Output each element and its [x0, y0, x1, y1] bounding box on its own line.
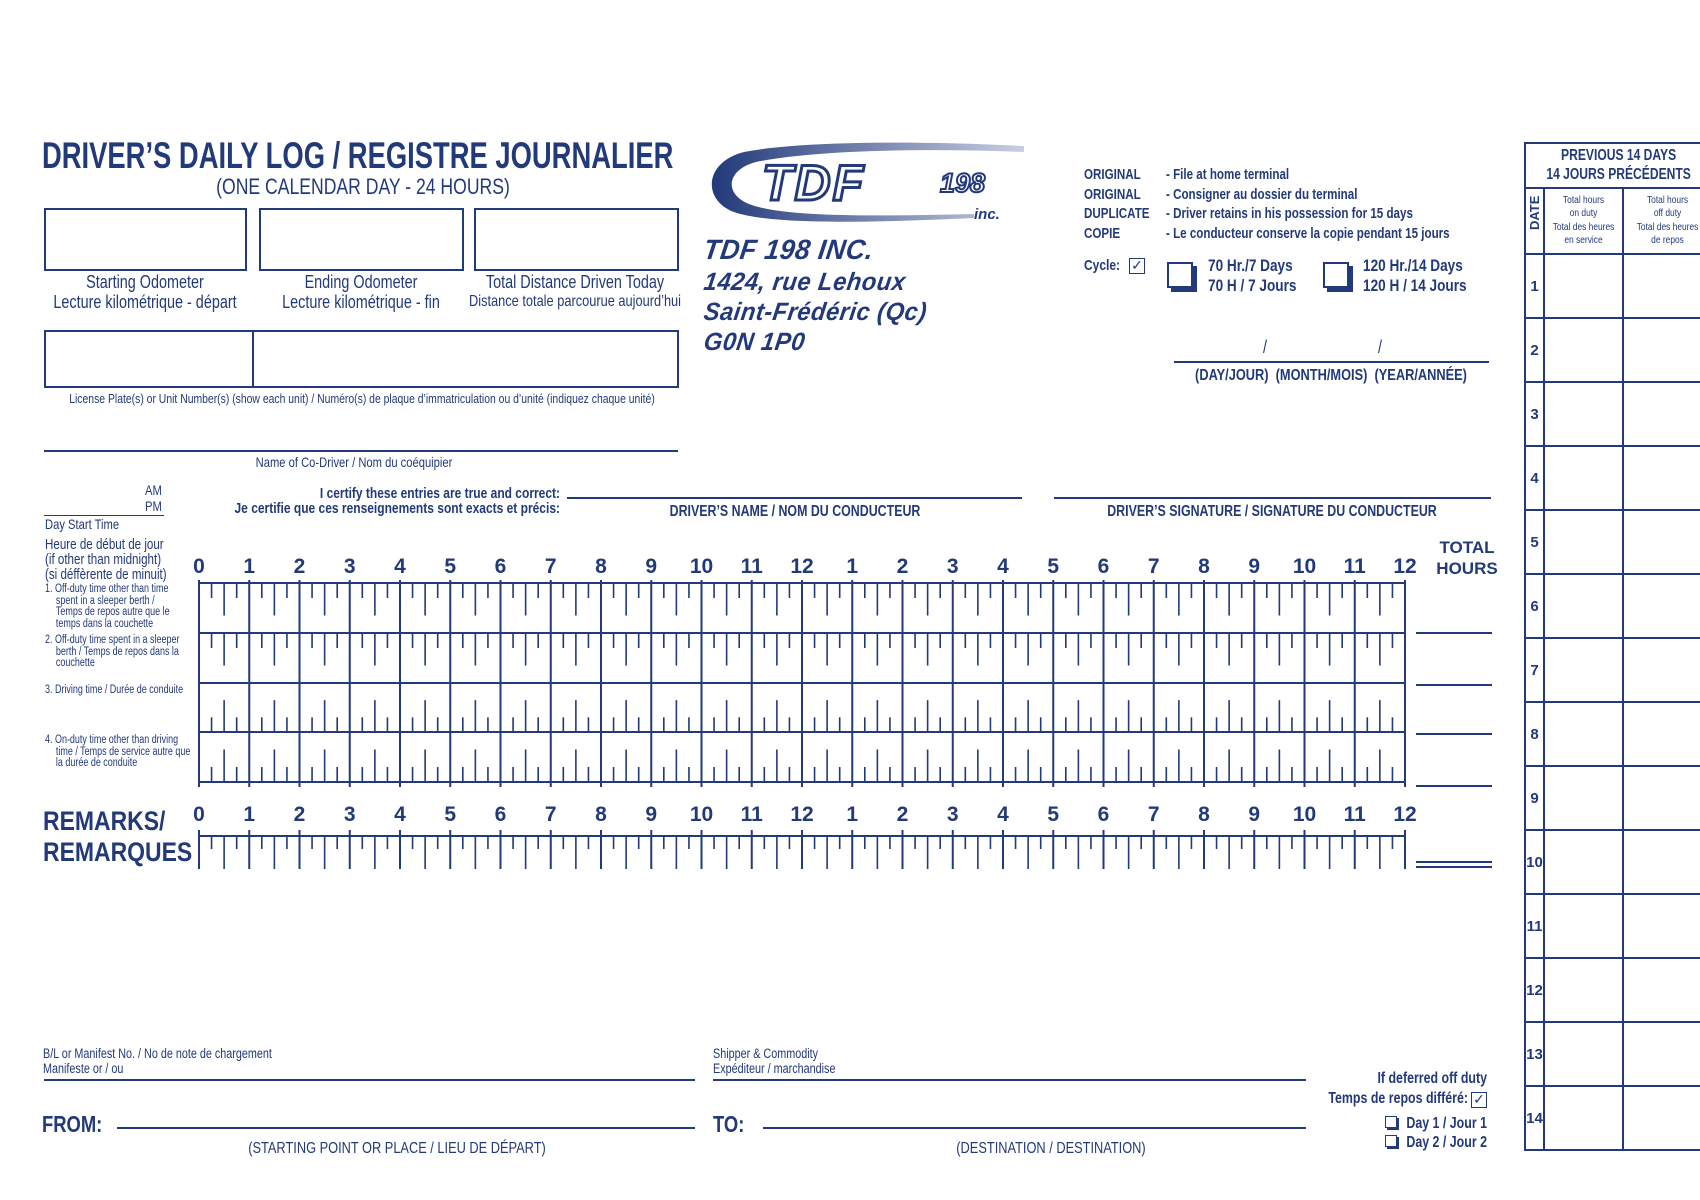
off-duty-hours-cell[interactable] [1623, 830, 1700, 894]
on-duty-hours-cell[interactable] [1544, 254, 1623, 318]
label-line: Manifeste or / ou [43, 1060, 124, 1076]
off-duty-hours-cell[interactable] [1623, 254, 1700, 318]
driver-name-label: DRIVER’S NAME / NOM DU CONDUCTEUR [669, 503, 921, 520]
hour-label: 4 [997, 555, 1009, 578]
remarks-hour-label: 11 [740, 803, 763, 826]
label-line: la durée de conduite [55, 757, 138, 769]
off-duty-hours-cell[interactable] [1623, 702, 1700, 766]
label-line: Expéditeur / marchandise [713, 1060, 836, 1076]
remarks-hour-label: 10 [689, 803, 714, 826]
label-fr: Distance totale parcourue aujourd’hui [468, 292, 682, 310]
copy-description: - Le conducteur conserve la copie pendant 15 jours [1166, 225, 1450, 242]
am-label: AM [145, 482, 162, 498]
off-duty-hours-cell[interactable] [1623, 894, 1700, 958]
off-duty-hours-cell[interactable] [1623, 318, 1700, 382]
copy-description: - File at home terminal [1166, 167, 1290, 183]
hour-label: 6 [494, 555, 507, 578]
previous-day-row [1525, 830, 1700, 894]
day-number: 9 [1525, 766, 1544, 830]
label-en: Ending Odometer [304, 272, 418, 292]
to-label: TO: [713, 1111, 745, 1137]
remarks-heading [43, 806, 192, 868]
day-number: 11 [1525, 894, 1544, 958]
duty-status-label [45, 735, 190, 770]
label-fr: Lecture kilométrique - départ [53, 291, 237, 312]
hour-label: 8 [595, 555, 607, 578]
day2-checkbox[interactable] [1385, 1135, 1397, 1147]
hour-label: 8 [1198, 555, 1210, 578]
hour-label: 11 [740, 555, 763, 578]
remarks-hour-label: 5 [444, 803, 457, 826]
hour-label: 1 [846, 555, 859, 578]
previous-day-row [1525, 638, 1700, 702]
label-fr: 120 H / 14 Jours [1363, 275, 1467, 295]
label-line: Total des heures [1636, 220, 1699, 233]
remarks-hour-label: 3 [343, 803, 356, 826]
label-line: off duty [1653, 207, 1682, 220]
previous-day-row [1525, 1086, 1700, 1150]
remarks-hour-label: 2 [293, 803, 306, 826]
previous-day-row [1525, 1022, 1700, 1086]
hour-label: 5 [1047, 555, 1060, 578]
day-number: 2 [1525, 318, 1544, 382]
label-line: couchette [55, 657, 95, 669]
remarks-hour-label: 0 [193, 803, 205, 826]
label-line: spent in a sleeper berth / [55, 594, 155, 607]
remarks-hour-label: 9 [1248, 803, 1261, 826]
co-driver-label: Name of Co-Driver / Nom du coéquipier [255, 454, 453, 470]
remarks-hour-label: 1 [846, 803, 859, 826]
label-line: (if other than midnight) [45, 552, 162, 569]
label-fr: 70 H / 7 Jours [1208, 275, 1297, 295]
shipper-label [713, 1047, 835, 1077]
copy-type: ORIGINAL [1084, 167, 1141, 183]
on-duty-hours-cell[interactable] [1544, 446, 1623, 510]
to-sublabel: (DESTINATION / DESTINATION) [956, 1140, 1146, 1157]
page-subtitle: (ONE CALENDAR DAY - 24 HOURS) [216, 174, 510, 199]
svg-text:TDF: TDF [762, 155, 866, 211]
on-duty-hours-cell[interactable] [1544, 382, 1623, 446]
day-number: 6 [1525, 574, 1544, 638]
label-line: PREVIOUS 14 DAYS [1561, 146, 1677, 164]
on-duty-hours-cell[interactable] [1544, 702, 1623, 766]
hour-label: 6 [1097, 555, 1110, 578]
page-title: DRIVER’S DAILY LOG / REGISTRE JOURNALIER [42, 135, 674, 176]
day-number: 14 [1525, 1086, 1544, 1150]
on-duty-header [1544, 188, 1623, 254]
label-en: Total Distance Driven Today [485, 272, 665, 292]
bl-field[interactable] [44, 1079, 695, 1081]
hour-label: 2 [896, 555, 909, 578]
to-field[interactable] [763, 1127, 1306, 1129]
day-number: 3 [1525, 382, 1544, 446]
label-en: 120 Hr./14 Days [1363, 256, 1463, 275]
deferred-checkbox[interactable]: ✓ [1471, 1092, 1487, 1108]
from-sublabel: (STARTING POINT OR PLACE / LIEU DE DÉPART) [248, 1140, 546, 1157]
hour-label: 11 [1343, 555, 1366, 578]
off-duty-hours-cell[interactable] [1623, 1086, 1700, 1150]
deferred-label-en: If deferred off duty [1377, 1070, 1487, 1087]
from-field[interactable] [117, 1127, 695, 1129]
label-line: (si déffèrente de minuit) [45, 567, 167, 584]
remarks-hour-label: 12 [1393, 803, 1417, 826]
shipper-field[interactable] [713, 1079, 1306, 1081]
on-duty-hours-cell[interactable] [1544, 1086, 1623, 1150]
on-duty-hours-cell[interactable] [1544, 830, 1623, 894]
label-line: berth / Temps de repos dans la [55, 645, 179, 658]
remarks-hour-label: 7 [1147, 803, 1160, 826]
copy-type: DUPLICATE [1084, 206, 1150, 222]
on-duty-hours-cell[interactable] [1544, 958, 1623, 1022]
label: DATE [1527, 195, 1542, 230]
day2-label: Day 2 / Jour 2 [1406, 1134, 1487, 1151]
remarks-hour-label: 10 [1292, 803, 1317, 826]
label-en: Starting Odometer [86, 272, 204, 292]
day-number: 7 [1525, 638, 1544, 702]
label-line: on duty [1569, 207, 1598, 220]
remarks-hour-label: 12 [790, 803, 814, 826]
deferred-label-fr: Temps de repos différé: [1328, 1090, 1468, 1107]
off-duty-hours-cell[interactable] [1623, 638, 1700, 702]
on-duty-hours-cell[interactable] [1544, 1022, 1623, 1086]
hour-label: 10 [1292, 555, 1317, 578]
remarks-hour-label: 4 [997, 803, 1009, 826]
hour-label: 3 [946, 555, 959, 578]
label-line: B/L or Manifest No. / No de note de chargement [43, 1046, 272, 1061]
day-number: 5 [1525, 510, 1544, 574]
pm-label: PM [145, 498, 162, 514]
hour-label: 1 [243, 555, 256, 578]
remarks-hour-label: 8 [1198, 803, 1210, 826]
remarks-hour-label: 5 [1047, 803, 1060, 826]
off-duty-hours-cell[interactable] [1623, 574, 1700, 638]
label-line: TOTAL [1439, 538, 1495, 557]
label-line: REMARQUES [43, 837, 193, 868]
label-en: 70 Hr./7 Days [1208, 256, 1293, 275]
label-line: Total des heures [1552, 220, 1615, 233]
label-line: 14 JOURS PRÉCÉDENTS [1546, 165, 1691, 183]
date-slash: / [1377, 337, 1383, 357]
label-fr: Lecture kilométrique - fin [282, 291, 440, 312]
copy-description: - Consigner au dossier du terminal [1166, 186, 1358, 203]
on-duty-hours-cell[interactable] [1544, 510, 1623, 574]
label-line: Heure de début de jour [45, 537, 164, 553]
remarks-hour-label: 9 [645, 803, 658, 826]
day-start-label: Day Start Time [45, 516, 120, 532]
previous-day-row [1525, 382, 1700, 446]
hour-label: 3 [343, 555, 356, 578]
previous-day-row [1525, 254, 1700, 318]
remarks-hour-label: 6 [1097, 803, 1110, 826]
label-line: 2. Off-duty time spent in a sleeper [45, 634, 180, 646]
previous-title [1525, 143, 1700, 188]
day-number: 12 [1525, 958, 1544, 1022]
hour-label: 12 [790, 555, 814, 578]
remarks-hour-label: 2 [896, 803, 909, 826]
label-line: 1. Off-duty time other than time [45, 583, 169, 595]
hour-label: 4 [394, 555, 406, 578]
remarks-hour-label: 6 [494, 803, 507, 826]
day-number: 10 [1525, 830, 1544, 894]
on-duty-hours-cell[interactable] [1544, 638, 1623, 702]
duty-status-label [45, 584, 170, 630]
off-duty-hours-cell[interactable] [1623, 446, 1700, 510]
hour-label: 12 [1393, 555, 1417, 578]
previous-day-row [1525, 958, 1700, 1022]
off-duty-hours-cell[interactable] [1623, 510, 1700, 574]
bl-label [43, 1047, 272, 1077]
day-number: 13 [1525, 1022, 1544, 1086]
hour-label: 2 [293, 555, 306, 578]
previous-day-row [1525, 510, 1700, 574]
label-line: en service [1564, 233, 1603, 246]
remarks-hour-label: 1 [243, 803, 256, 826]
cycle-checkbox[interactable]: ✓ [1129, 258, 1145, 274]
previous-14-days-table [1524, 142, 1700, 1151]
label-line: 4. On-duty time other than driving [45, 734, 179, 746]
hour-label: 9 [1248, 555, 1261, 578]
day-number: 4 [1525, 446, 1544, 510]
duty-status-label [45, 685, 183, 697]
remarks-hour-label: 3 [946, 803, 959, 826]
label-line: REMARKS/ [43, 806, 166, 836]
label-line: Temps de repos autre que le [55, 606, 170, 618]
label-line: time / Temps de service autre que [55, 745, 191, 758]
off-duty-header [1623, 188, 1700, 254]
hour-label: 9 [645, 555, 658, 578]
duty-status-label [45, 635, 179, 670]
off-duty-hours-cell[interactable] [1623, 1022, 1700, 1086]
day1-label: Day 1 / Jour 1 [1406, 1115, 1487, 1132]
company-name: TDF 198 INC. [701, 234, 876, 265]
off-duty-hours-cell[interactable] [1623, 958, 1700, 1022]
date-labels: (DAY/JOUR) (MONTH/MOIS) (YEAR/ANNÉE) [1195, 367, 1467, 384]
previous-day-row [1525, 766, 1700, 830]
previous-day-row [1525, 574, 1700, 638]
driver-signature-label: DRIVER’S SIGNATURE / SIGNATURE DU CONDUCTEUR [1107, 503, 1437, 520]
remarks-hour-label: 11 [1343, 803, 1366, 826]
hour-label: 5 [444, 555, 457, 578]
on-duty-hours-cell[interactable] [1544, 574, 1623, 638]
svg-text:198: 198 [940, 168, 986, 198]
copy-type: ORIGINAL [1084, 186, 1141, 203]
hour-label: 10 [689, 555, 714, 578]
copy-description: - Driver retains in his possession for 15 days [1166, 206, 1413, 222]
label-line: de repos [1651, 233, 1684, 246]
previous-day-row [1525, 894, 1700, 958]
previous-day-row [1525, 446, 1700, 510]
previous-day-row [1525, 702, 1700, 766]
on-duty-hours-cell[interactable] [1544, 766, 1623, 830]
hour-label: 7 [1147, 555, 1160, 578]
label-line: Total hours [1647, 194, 1689, 207]
certify-en: I certify these entries are true and correct: [319, 485, 560, 502]
hour-label: 7 [544, 555, 557, 578]
copy-type: COPIE [1084, 225, 1121, 242]
remarks-hour-label: 7 [544, 803, 557, 826]
label-line: Total hours [1562, 194, 1605, 207]
day1-checkbox[interactable] [1385, 1116, 1397, 1128]
off-duty-hours-cell[interactable] [1623, 382, 1700, 446]
date-slash: / [1262, 337, 1268, 357]
cycle-label: Cycle: [1084, 257, 1121, 274]
date-column-header [1525, 188, 1544, 254]
previous-day-row [1525, 318, 1700, 382]
on-duty-hours-cell[interactable] [1544, 894, 1623, 958]
label-line: 3. Driving time / Durée de conduite [45, 684, 184, 696]
label-line: Shipper & Commodity [713, 1046, 819, 1061]
remarks-hour-label: 8 [595, 803, 607, 826]
company-postal: G0N 1P0 [702, 328, 808, 356]
company-address-1: 1424, rue Lehoux [702, 268, 908, 296]
hour-label: 0 [193, 555, 205, 578]
svg-text:inc.: inc. [974, 206, 1000, 223]
day-number: 8 [1525, 702, 1544, 766]
off-duty-hours-cell[interactable] [1623, 766, 1700, 830]
label-line: temps dans la couchette [55, 617, 154, 630]
license-label: License Plate(s) or Unit Number(s) (show each unit) / Numéro(s) de plaque d’immatriculation ou d’unité (indiquez chaque unité) [69, 391, 655, 406]
company-address-2: Saint-Frédéric (Qc) [702, 298, 929, 326]
remarks-hour-label: 4 [394, 803, 406, 826]
certify-fr: Je certifie que ces renseignements sont exacts et précis: [234, 500, 560, 517]
label-line: HOURS [1436, 559, 1498, 579]
total-hours-header [1436, 537, 1497, 580]
from-label: FROM: [42, 1111, 103, 1137]
on-duty-hours-cell[interactable] [1544, 318, 1623, 382]
day-number: 1 [1525, 254, 1544, 318]
